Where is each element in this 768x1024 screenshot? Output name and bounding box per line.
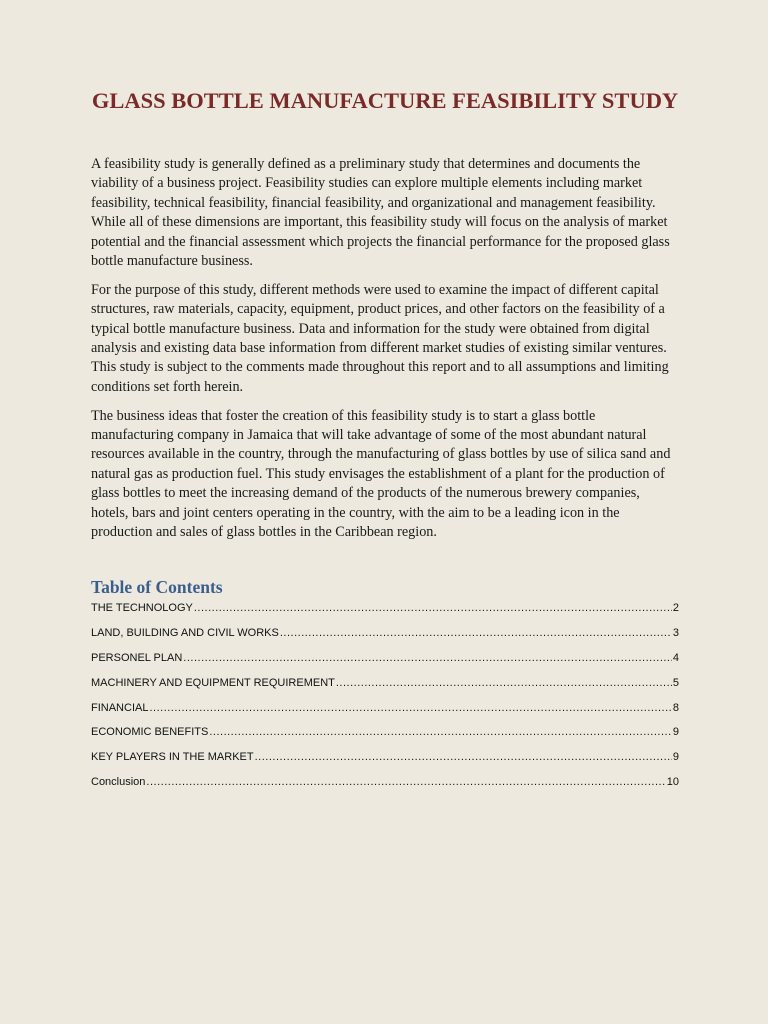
toc-dot-leader bbox=[183, 650, 672, 666]
toc-entry-page: 9 bbox=[672, 751, 679, 764]
toc-entry-label: KEY PLAYERS IN THE MARKET bbox=[91, 751, 254, 764]
toc-entry-label: FINANCIAL bbox=[91, 701, 149, 714]
toc-entry-label: Conclusion bbox=[91, 776, 146, 789]
paragraph-methods: For the purpose of this study, different methods were used to examine the impact of different capital structures, raw materials, capacity, equipment, product prices, and other factors on the feasibility of a typical bottle manufacture business. Data and information for the study were obtained from digital analysis and existing data base information from different market studies of existing similar ventures. This study is subject to the comments made throughout this report and to all assumptions and limiting conditions set forth herein. bbox=[91, 281, 669, 395]
toc-dot-leader bbox=[149, 700, 671, 716]
toc-entry-page: 8 bbox=[672, 701, 679, 714]
toc-entry-page: 10 bbox=[666, 776, 679, 789]
toc-entry-label: PERSONEL PLAN bbox=[91, 651, 183, 664]
toc-entry-label: LAND, BUILDING AND CIVIL WORKS bbox=[91, 626, 279, 639]
toc-dot-leader bbox=[146, 774, 665, 790]
toc-entry-page: 3 bbox=[672, 626, 679, 639]
toc-entry-land-building[interactable] bbox=[91, 625, 679, 650]
toc-entry-economic-benefits[interactable] bbox=[91, 724, 679, 749]
toc-entry-label: THE TECHNOLOGY bbox=[91, 602, 193, 614]
toc-dot-leader bbox=[209, 724, 672, 740]
toc-entry-page: 5 bbox=[672, 676, 679, 689]
document-title: GLASS BOTTLE MANUFACTURE FEASIBILITY STUDY bbox=[91, 88, 679, 113]
toc-entry-page: 2 bbox=[672, 602, 679, 614]
toc-entry-label: ECONOMIC BENEFITS bbox=[91, 726, 209, 739]
toc-entry-key-players[interactable] bbox=[91, 749, 679, 774]
toc-entry-label: MACHINERY AND EQUIPMENT REQUIREMENT bbox=[91, 676, 335, 689]
toc-entry-machinery[interactable] bbox=[91, 675, 679, 700]
toc-dot-leader bbox=[280, 625, 672, 641]
paragraph-intro: A feasibility study is generally defined as a preliminary study that determines and documents the viability of a business project. Feasibility studies can explore multiple elements including market feasibility, technical feasibility, financial feasibility, and organizational and management feasibility. While all of these dimensions are important, this feasibility study will focus on the analysis of market potential and the financial assessment which projects the financial performance for the proposed glass bottle manufacture business. bbox=[91, 156, 670, 270]
toc-entry-conclusion[interactable] bbox=[91, 774, 679, 799]
toc-dot-leader bbox=[336, 675, 672, 691]
toc-dot-leader bbox=[255, 749, 672, 765]
table-of-contents bbox=[91, 600, 679, 799]
toc-entry-page: 9 bbox=[672, 726, 679, 739]
toc-entry-page: 4 bbox=[672, 651, 679, 664]
document-body bbox=[91, 155, 679, 552]
toc-heading: Table of Contents bbox=[91, 577, 223, 597]
toc-entry-personel-plan[interactable] bbox=[91, 650, 679, 675]
paragraph-business-idea: The business ideas that foster the creation of this feasibility study is to start a glass bottle manufacturing company in Jamaica that will take advantage of some of the most abundant natural resources available in the country, through the manufacturing of glass bottles by use of silica sand and natural gas as production fuel. This study envisages the establishment of a plant for the production of glass bottles to meet the increasing demand of the products of the numerous brewery companies, hotels, bars and joint centers operating in the country, with the aim to be a leading icon in the production and sales of glass bottles in the Caribbean region. bbox=[91, 407, 671, 541]
toc-entry-financial[interactable] bbox=[91, 700, 679, 725]
toc-entry-technology[interactable] bbox=[91, 600, 679, 625]
toc-dot-leader bbox=[194, 600, 672, 616]
